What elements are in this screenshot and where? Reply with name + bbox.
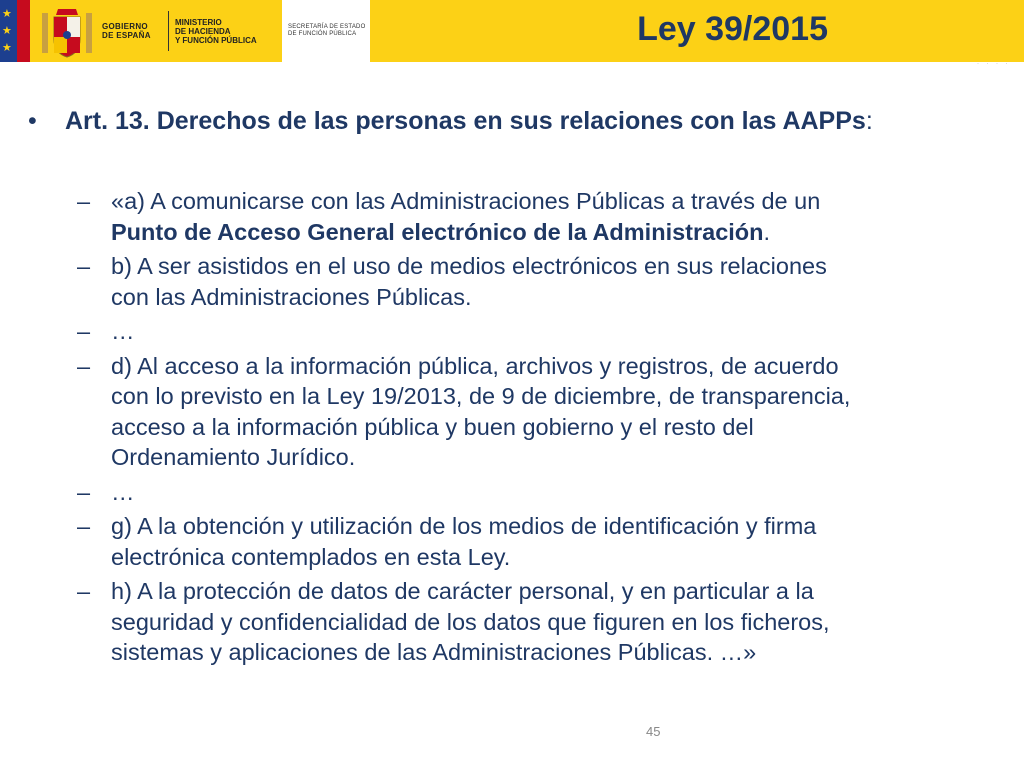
- dash-icon: –: [77, 188, 91, 214]
- sub-item-g: – g) A la obtención y utilización de los medios de identificación y firma electrónica contemplados en esta Ley.: [77, 513, 817, 570]
- flag-red-bar: [17, 0, 30, 62]
- page-number: 45: [646, 724, 661, 739]
- coat-of-arms-icon: [38, 3, 96, 59]
- sub-item-ellipsis-1: – …: [77, 316, 1017, 347]
- gobierno-de-espana-text: GOBIERNO DE ESPAÑA: [102, 22, 151, 40]
- star-icon: ★: [2, 8, 12, 20]
- ministerio-text: MINISTERIO DE HACIENDA Y FUNCIÓN PÚBLICA: [175, 17, 257, 45]
- eu-flag-strip: [0, 0, 17, 62]
- star-icon: ★: [2, 42, 12, 54]
- sub-item-a: – «a) A comunicarse con las Administraciones Públicas a través de un Punto de Acceso General electrónico de la Administración.: [77, 188, 821, 245]
- star-icon: ★: [2, 25, 12, 37]
- dash-icon: –: [77, 578, 91, 604]
- sub-item-list: [77, 186, 1017, 672]
- sub-item-b: – b) A ser asistidos en el uso de medios electrónicos en sus relaciones con las Administraciones Públicas.: [77, 253, 827, 310]
- slide-header: [0, 0, 1024, 62]
- main-bullet-text: Art. 13. Derechos de las personas en sus relaciones con las AAPPs:: [65, 107, 873, 135]
- bullet-icon: •: [28, 107, 37, 135]
- slide-title: Ley 39/2015: [637, 10, 828, 48]
- dash-icon: –: [77, 513, 91, 539]
- sub-item-d: – d) Al acceso a la información pública, archivos y registros, de acuerdo con lo previsto en la Ley 19/2013, de 9 de diciembre, de transparencia, acceso a la información pública y buen gobierno y el resto del Ordenamiento Jurídico.: [77, 352, 851, 470]
- secretaria-box: [282, 0, 370, 62]
- dash-icon: –: [77, 253, 91, 279]
- secretaria-text: SECRETARÍA DE ESTADO DE FUNCIÓN PÚBLICA: [288, 24, 366, 37]
- sub-item-ellipsis-2: – …: [77, 477, 1017, 508]
- dash-icon: –: [77, 318, 91, 344]
- logo-divider: [168, 11, 169, 51]
- dash-icon: –: [77, 478, 91, 505]
- dash-icon: –: [77, 352, 91, 379]
- sub-item-h: – h) A la protección de datos de carácter personal, y en particular a la seguridad y confidencialidad de los datos que figuren en los ficheros, sistemas y aplicaciones de las Administraciones Públicas. …»: [77, 578, 830, 665]
- decorative-dots: · · · ·: [976, 58, 1010, 68]
